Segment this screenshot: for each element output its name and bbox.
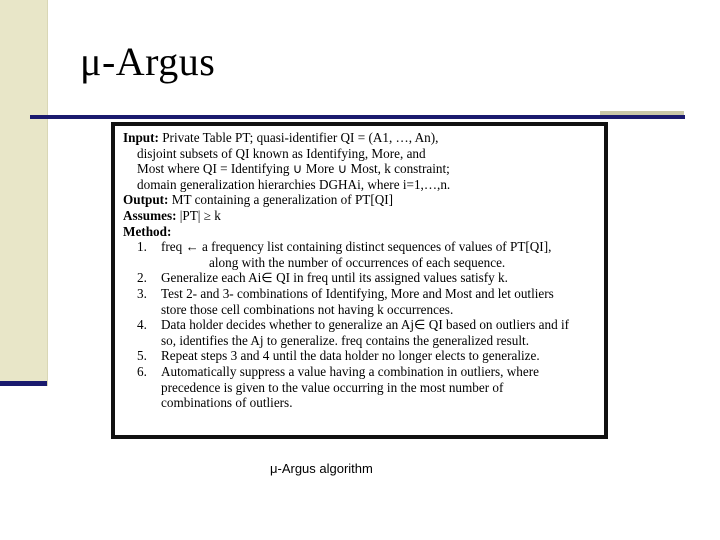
step-5 [123, 348, 598, 364]
figure-caption: μ-Argus algorithm [270, 461, 373, 476]
input-label: Input: [123, 130, 159, 145]
step-number: 2. [137, 270, 147, 286]
assumes-label: Assumes: [123, 207, 177, 223]
step-2 [123, 270, 598, 286]
output-label: Output: [123, 192, 169, 208]
assumes-line [123, 208, 598, 224]
step-number: 4. [137, 317, 147, 333]
method-label: Method: [123, 223, 172, 239]
assumes-text: |PT| ≥ k [179, 207, 221, 223]
step-1 [123, 239, 598, 270]
step-text-line: freq ← a frequency list containing distinct sequences of values of PT[QI], [161, 239, 552, 255]
step-4 [123, 317, 598, 348]
algorithm-box [111, 122, 608, 439]
step-number: 5. [137, 348, 147, 364]
input-line-4: domain generalization hierarchies DGHAi, where i=1,…,n. [137, 176, 451, 192]
output-line [123, 192, 598, 208]
title-rule [30, 115, 685, 119]
step-6 [123, 364, 598, 411]
step-text-line: along with the number of occurrences of each sequence. [209, 254, 506, 270]
step-text-line: precedence is given to the value occurring in the most number of [161, 379, 504, 395]
input-line-2: disjoint subsets of QI known as Identifying, More, and [137, 145, 426, 161]
step-3 [123, 286, 598, 317]
step-text-line: Generalize each Ai∈ QI in freq until its assigned values satisfy k. [161, 270, 508, 286]
step-text-line: store those cell combinations not having k occurrences. [161, 301, 454, 317]
left-sidebar-accent [0, 381, 47, 386]
step-text-line: Automatically suppress a value having a combination in outliers, where [161, 363, 539, 379]
input-line-3: Most where QI = Identifying ∪ More ∪ Most, k constraint; [137, 161, 450, 177]
step-text-line: combinations of outliers. [161, 395, 293, 411]
step-text-line: Test 2- and 3- combinations of Identifying, More and Most and let outliers [161, 285, 554, 301]
step-text-line: so, identifies the Aj to generalize. freq contains the generalized result. [161, 332, 530, 348]
step-number: 1. [137, 239, 147, 255]
step-text-line: Repeat steps 3 and 4 until the data holder no longer elects to generalize. [161, 348, 540, 364]
step-number: 3. [137, 285, 147, 301]
step-number: 6. [137, 363, 147, 379]
slide-title: μ-Argus [80, 39, 216, 84]
input-text: Private Table PT; quasi-identifier QI = (A1, …, An), [162, 130, 439, 145]
step-text-line: Data holder decides whether to generalize an Aj∈ QI based on outliers and if [161, 317, 570, 333]
output-text: MT containing a generalization of PT[QI] [171, 192, 394, 208]
input-line-1 [123, 130, 598, 146]
sidebar-divider [47, 0, 48, 386]
left-sidebar-band [0, 0, 47, 386]
